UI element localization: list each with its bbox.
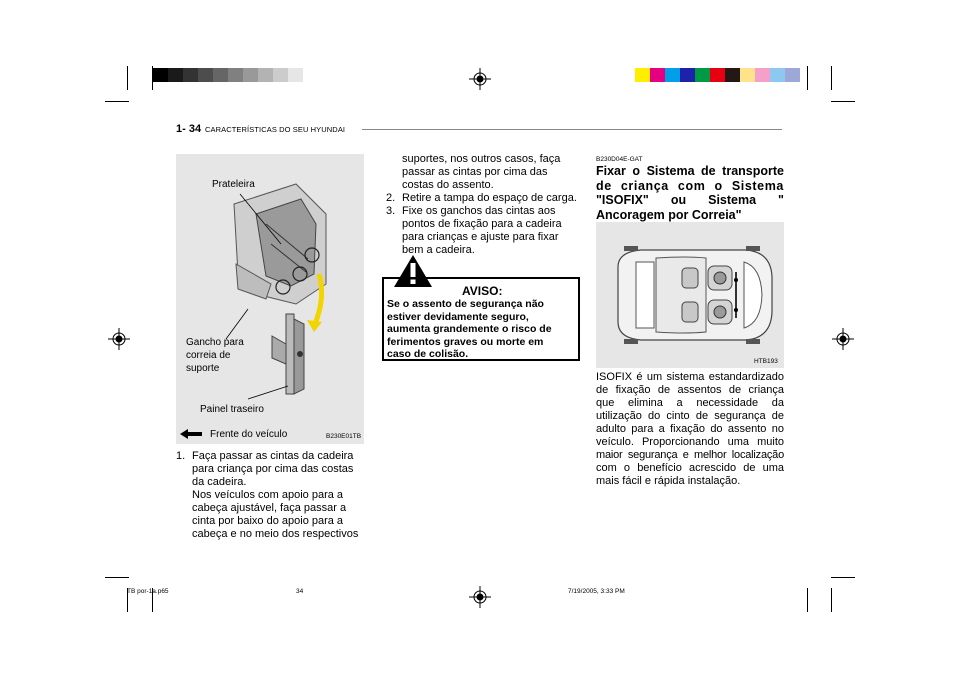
color-swatch-0 bbox=[635, 68, 650, 82]
heading-line: de criança com o Sistema bbox=[596, 178, 784, 193]
text-line: Retire a tampa do espaço de carga. bbox=[402, 192, 577, 204]
heading-line: "ISOFIX" ou Sistema " bbox=[596, 193, 784, 207]
footer-datetime: 7/19/2005, 3:33 PM bbox=[568, 588, 625, 595]
figure-code: B230E01TB bbox=[326, 433, 362, 440]
car-top-view-illustration bbox=[596, 222, 784, 368]
figure-code: HTB193 bbox=[754, 358, 778, 365]
label-hook-3: suporte bbox=[186, 363, 220, 374]
text-line: passar as cintas por cima das bbox=[402, 166, 548, 178]
label-rear-panel: Painel traseiro bbox=[200, 404, 264, 415]
warning-box bbox=[382, 277, 580, 361]
list-item-3 bbox=[386, 205, 574, 257]
color-swatch-7 bbox=[740, 68, 755, 82]
gray-swatch-7 bbox=[258, 68, 273, 82]
registration-target-left bbox=[108, 328, 130, 350]
color-swatch-1 bbox=[650, 68, 665, 82]
text-line: cabeça ajustável, faça passar a bbox=[192, 502, 347, 514]
gray-swatch-5 bbox=[228, 68, 243, 82]
list-number: 2. bbox=[386, 192, 396, 204]
footer-filename: TB por-1a.p65 bbox=[127, 588, 169, 595]
text-line: cabeça e no meio dos respectivos bbox=[192, 528, 359, 540]
registration-target-bottom bbox=[469, 586, 491, 608]
registration-target-right bbox=[832, 328, 854, 350]
label-hook-2: correia de bbox=[186, 350, 231, 361]
text-line: veículo. Proporcionando uma muito bbox=[596, 436, 784, 448]
label-hook-1: Gancho para bbox=[186, 337, 244, 348]
gray-swatch-0 bbox=[153, 68, 168, 82]
tether-illustration bbox=[176, 154, 364, 444]
gray-swatch-3 bbox=[198, 68, 213, 82]
color-calibration-bar bbox=[635, 68, 800, 82]
text-line: suportes, nos outros casos, faça bbox=[402, 153, 561, 165]
warning-line: estiver devidamente seguro, bbox=[387, 310, 529, 323]
heading-line: Fixar o Sistema de transporte bbox=[596, 164, 784, 178]
footer-page: 34 bbox=[296, 588, 304, 595]
text-line: que elimina a necessidade da bbox=[596, 397, 784, 409]
column-left bbox=[176, 450, 364, 541]
color-swatch-6 bbox=[725, 68, 740, 82]
list-item-1-continued bbox=[386, 153, 574, 192]
warning-triangle-icon bbox=[393, 254, 433, 288]
text-line: ISOFIX é um sistema estandardizado bbox=[596, 371, 784, 383]
gray-swatch-4 bbox=[213, 68, 228, 82]
text-line: Nos veículos com apoio para a bbox=[192, 489, 344, 501]
color-swatch-5 bbox=[710, 68, 725, 82]
text-line: cinta por baixo do apoio para a bbox=[192, 515, 344, 527]
text-line: adulto para a fixação do assento no bbox=[596, 423, 784, 435]
figure-child-seat-tether bbox=[176, 154, 364, 444]
gray-swatch-2 bbox=[183, 68, 198, 82]
color-swatch-10 bbox=[785, 68, 800, 82]
label-vehicle-front: Frente do veículo bbox=[210, 429, 288, 440]
text-line: da cadeira. bbox=[192, 476, 247, 488]
color-swatch-8 bbox=[755, 68, 770, 82]
text-line: Faça passar as cintas da cadeira bbox=[192, 450, 354, 462]
color-swatch-3 bbox=[680, 68, 695, 82]
section-title: CARACTERÍSTICAS DO SEU HYUNDAI bbox=[205, 125, 346, 134]
warning-line: caso de colisão. bbox=[387, 348, 469, 360]
registration-target-top bbox=[469, 68, 491, 90]
text-line: Fixe os ganchos das cintas aos bbox=[402, 205, 556, 217]
gray-swatch-6 bbox=[243, 68, 258, 82]
heading-line: Ancoragem por Correia" bbox=[596, 207, 742, 222]
list-number: 1. bbox=[176, 450, 186, 462]
text-line: para crianças e ajuste para fixar bbox=[402, 231, 559, 243]
gray-swatch-9 bbox=[288, 68, 303, 82]
text-line: costas do assento. bbox=[402, 179, 494, 191]
section-code: B230D04E-GAT bbox=[596, 156, 643, 163]
text-line: para criança por cima das costas bbox=[192, 463, 354, 475]
gray-calibration-bar bbox=[153, 68, 303, 82]
text-line: com o benefício acrescido de uma bbox=[596, 462, 784, 474]
text-line: mais fácil e rápida instalação. bbox=[596, 475, 741, 487]
gray-swatch-8 bbox=[273, 68, 288, 82]
text-line: utilização do cinto de segurança de bbox=[596, 410, 784, 422]
text-line: de fixação de assentos de criança bbox=[596, 384, 784, 396]
page-number: 1- 34 bbox=[176, 123, 202, 135]
column-middle bbox=[386, 153, 577, 257]
color-swatch-4 bbox=[695, 68, 710, 82]
text-line: pontos de fixação para a cadeira bbox=[402, 218, 562, 230]
list-number: 3. bbox=[386, 205, 396, 217]
header-rule bbox=[362, 129, 782, 130]
warning-title: AVISO: bbox=[462, 284, 503, 298]
section-heading bbox=[596, 164, 784, 222]
warning-body bbox=[387, 298, 575, 361]
warning-line: aumenta grandemente o risco de bbox=[387, 323, 552, 335]
gray-swatch-1 bbox=[168, 68, 183, 82]
warning-line: ferimentos graves ou morte em bbox=[387, 335, 544, 348]
text-line: bem a cadeira. bbox=[402, 244, 475, 256]
text-line: maior segurança e melhor localização bbox=[596, 449, 784, 461]
list-item-2 bbox=[386, 192, 577, 205]
label-shelf: Prateleira bbox=[212, 179, 255, 190]
list-item-1 bbox=[176, 450, 364, 541]
warning-line: Se o assento de segurança não bbox=[387, 298, 544, 310]
color-swatch-9 bbox=[770, 68, 785, 82]
isofix-paragraph bbox=[596, 371, 784, 488]
color-swatch-2 bbox=[665, 68, 680, 82]
figure-isofix-car bbox=[596, 222, 784, 368]
